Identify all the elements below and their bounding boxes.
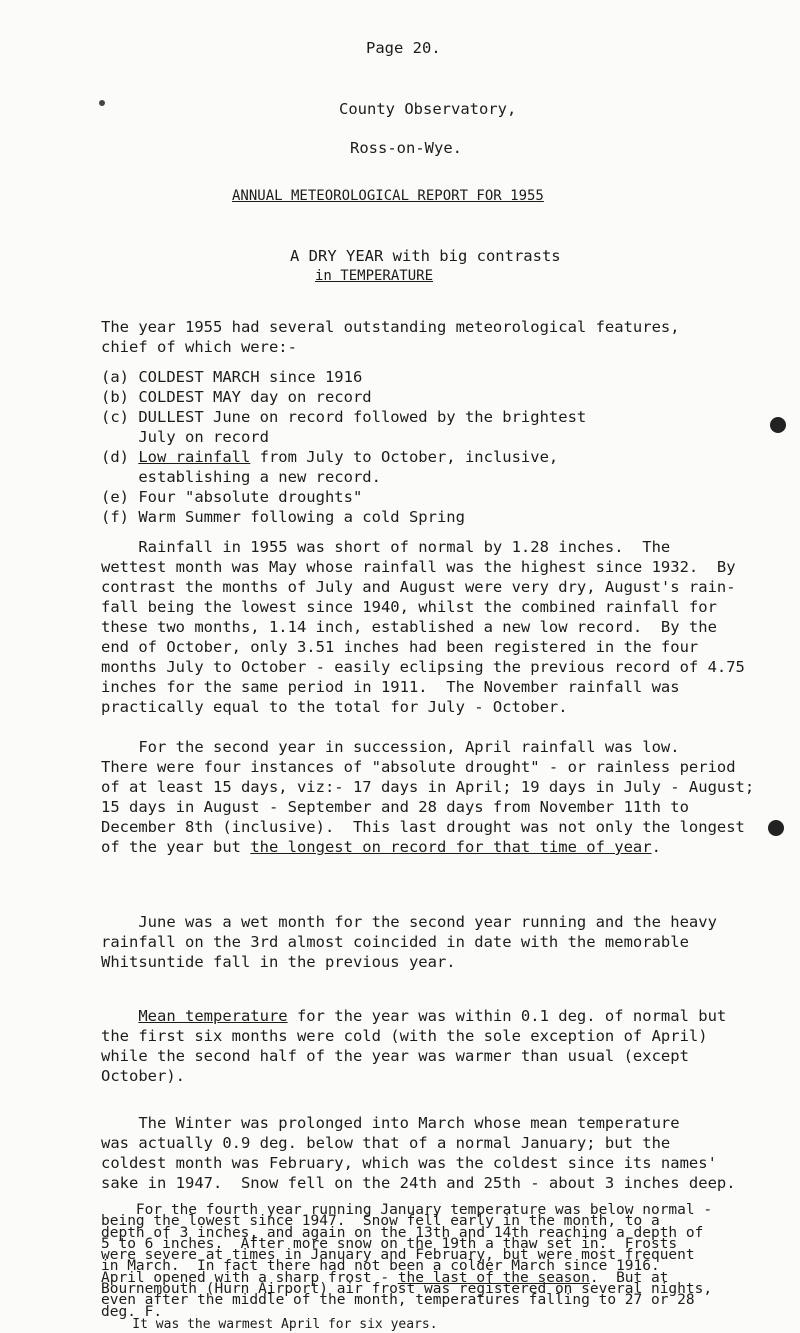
temperature-line	[101, 1006, 726, 1026]
june-line: rainfall on the 3rd almost coincided in date with the memorable	[101, 933, 689, 951]
january-line: being the lowest since 1947. Snow fell early in the month, to a	[101, 1213, 660, 1230]
june-line: June was a wet month for the second year running and the heavy	[101, 913, 717, 931]
temperature-line-underlined: Mean temperature	[138, 1007, 288, 1025]
winter-line: sake in 1947. Snow fell on the 24th and 25th - about 3 inches deep.	[101, 1174, 736, 1192]
feature-item-d	[101, 447, 586, 467]
intro-line: chief of which were:-	[101, 338, 297, 356]
feature-item-c: (c) DULLEST June on record followed by the brightest	[101, 408, 587, 426]
january-paragraph	[101, 1202, 713, 1320]
drought-line: December 8th (inclusive). This last drought was not only the longest	[101, 818, 745, 836]
page-number: Page 20.	[366, 39, 441, 57]
january-line: Bournemouth (Hurn Airport) air frost was registered on several nights,	[101, 1281, 713, 1298]
feature-d-prefix: (d)	[101, 448, 139, 466]
rainfall-line: end of October, only 3.51 inches had been registered in the four	[101, 638, 699, 656]
drought-line-underlined: the longest on record for that time of year	[250, 838, 652, 856]
temperature-line-prefix	[101, 1007, 138, 1025]
drought-line: There were four instances of "absolute drought" - or rainless period	[101, 758, 736, 776]
rainfall-line: months July to October - easily eclipsing the previous record of 4.75	[101, 658, 745, 676]
feature-d-rest: from July to October, inclusive,	[250, 448, 559, 466]
drought-paragraph	[101, 737, 754, 857]
january-line: depth of 3 inches, and again on the 13th and 14th reaching a depth of	[101, 1224, 704, 1241]
report-subtitle-line2: in TEMPERATURE	[315, 268, 434, 284]
temperature-line-rest: for the year was within 0.1 deg. of normal but	[287, 1007, 727, 1025]
temperature-line: while the second half of the year was warmer than usual (except	[101, 1047, 689, 1065]
winter-line: The Winter was prolonged into March whose mean temperature	[101, 1114, 680, 1132]
rainfall-line: these two months, 1.14 inch, established a new low record. By the	[101, 618, 717, 636]
january-line: deg. F.	[101, 1303, 163, 1320]
january-line: For the fourth year running January temperature was below normal -	[101, 1202, 713, 1218]
drought-line-suffix: .	[651, 838, 661, 856]
winter-paragraph	[101, 1113, 736, 1193]
january-line-prefix: April opened with a sharp frost -	[101, 1269, 398, 1286]
rainfall-line: contrast the months of July and August were very dry, August's rain-	[101, 578, 736, 596]
intro-paragraph	[101, 317, 680, 357]
feature-item-f: (f) Warm Summer following a cold Spring	[101, 508, 465, 526]
feature-item-d-cont: establishing a new record.	[101, 468, 381, 486]
feature-d-underlined: Low rainfall	[138, 448, 251, 466]
feature-item-a: (a) COLDEST MARCH since 1916	[101, 368, 363, 386]
drought-line	[101, 837, 754, 857]
feature-item-e: (e) Four "absolute droughts"	[101, 488, 363, 506]
january-line: even after the middle of the month, temperatures falling to 27 or 28	[101, 1292, 695, 1309]
january-line-underlined: the last of the season	[397, 1269, 590, 1286]
intro-line: The year 1955 had several outstanding meteorological features,	[101, 318, 680, 336]
institution-location: Ross-on-Wye.	[350, 139, 462, 157]
temperature-paragraph	[101, 1006, 726, 1086]
january-line-suffix: . But at	[589, 1269, 669, 1286]
institution-name: County Observatory,	[339, 100, 517, 118]
feature-item-c-cont: July on record	[101, 428, 269, 446]
january-line: 5 to 6 inches. After more snow on the 19th a thaw set in. Frosts	[101, 1235, 678, 1252]
closing-paragraph	[101, 1318, 438, 1332]
temperature-line: October).	[101, 1067, 185, 1085]
binding-hole	[768, 820, 784, 836]
feature-item-b: (b) COLDEST MAY day on record	[101, 388, 372, 406]
january-line: were severe at times in January and February, but were most frequent	[101, 1247, 695, 1264]
temperature-line: the first six months were cold (with the sole exception of April)	[101, 1027, 708, 1045]
winter-line: coldest month was February, which was the coldest since its names'	[101, 1154, 717, 1172]
rainfall-line: wettest month was May whose rainfall was the highest since 1932. By	[101, 558, 736, 576]
rainfall-line: practically equal to the total for July - October.	[101, 698, 568, 716]
closing-line: It was the warmest April for six years.	[101, 1317, 438, 1332]
drought-line: 15 days in August - September and 28 days from November 11th to	[101, 798, 689, 816]
winter-line: was actually 0.9 deg. below that of a normal January; but the	[101, 1134, 671, 1152]
report-title-text: ANNUAL METEOROLOGICAL REPORT FOR 1955	[232, 188, 544, 204]
report-title	[232, 186, 544, 206]
june-paragraph	[101, 912, 717, 972]
rainfall-paragraph	[101, 537, 745, 717]
january-line: in March. In fact there had not been a colder March since 1916.	[101, 1258, 660, 1275]
margin-dot	[99, 100, 105, 106]
drought-line: of at least 15 days, viz:- 17 days in April; 19 days in July - August;	[101, 778, 755, 796]
features-list	[101, 367, 586, 527]
rainfall-line: Rainfall in 1955 was short of normal by 1.28 inches. The	[101, 538, 671, 556]
drought-line: For the second year in succession, April rainfall was low.	[101, 738, 680, 756]
binding-hole	[770, 417, 786, 433]
june-line: Whitsuntide fall in the previous year.	[101, 953, 456, 971]
rainfall-line: fall being the lowest since 1940, whilst the combined rainfall for	[101, 598, 717, 616]
drought-line-prefix: of the year but	[101, 838, 251, 856]
report-subtitle-line1: A DRY YEAR with big contrasts	[290, 247, 561, 265]
rainfall-line: inches for the same period in 1911. The November rainfall was	[101, 678, 680, 696]
